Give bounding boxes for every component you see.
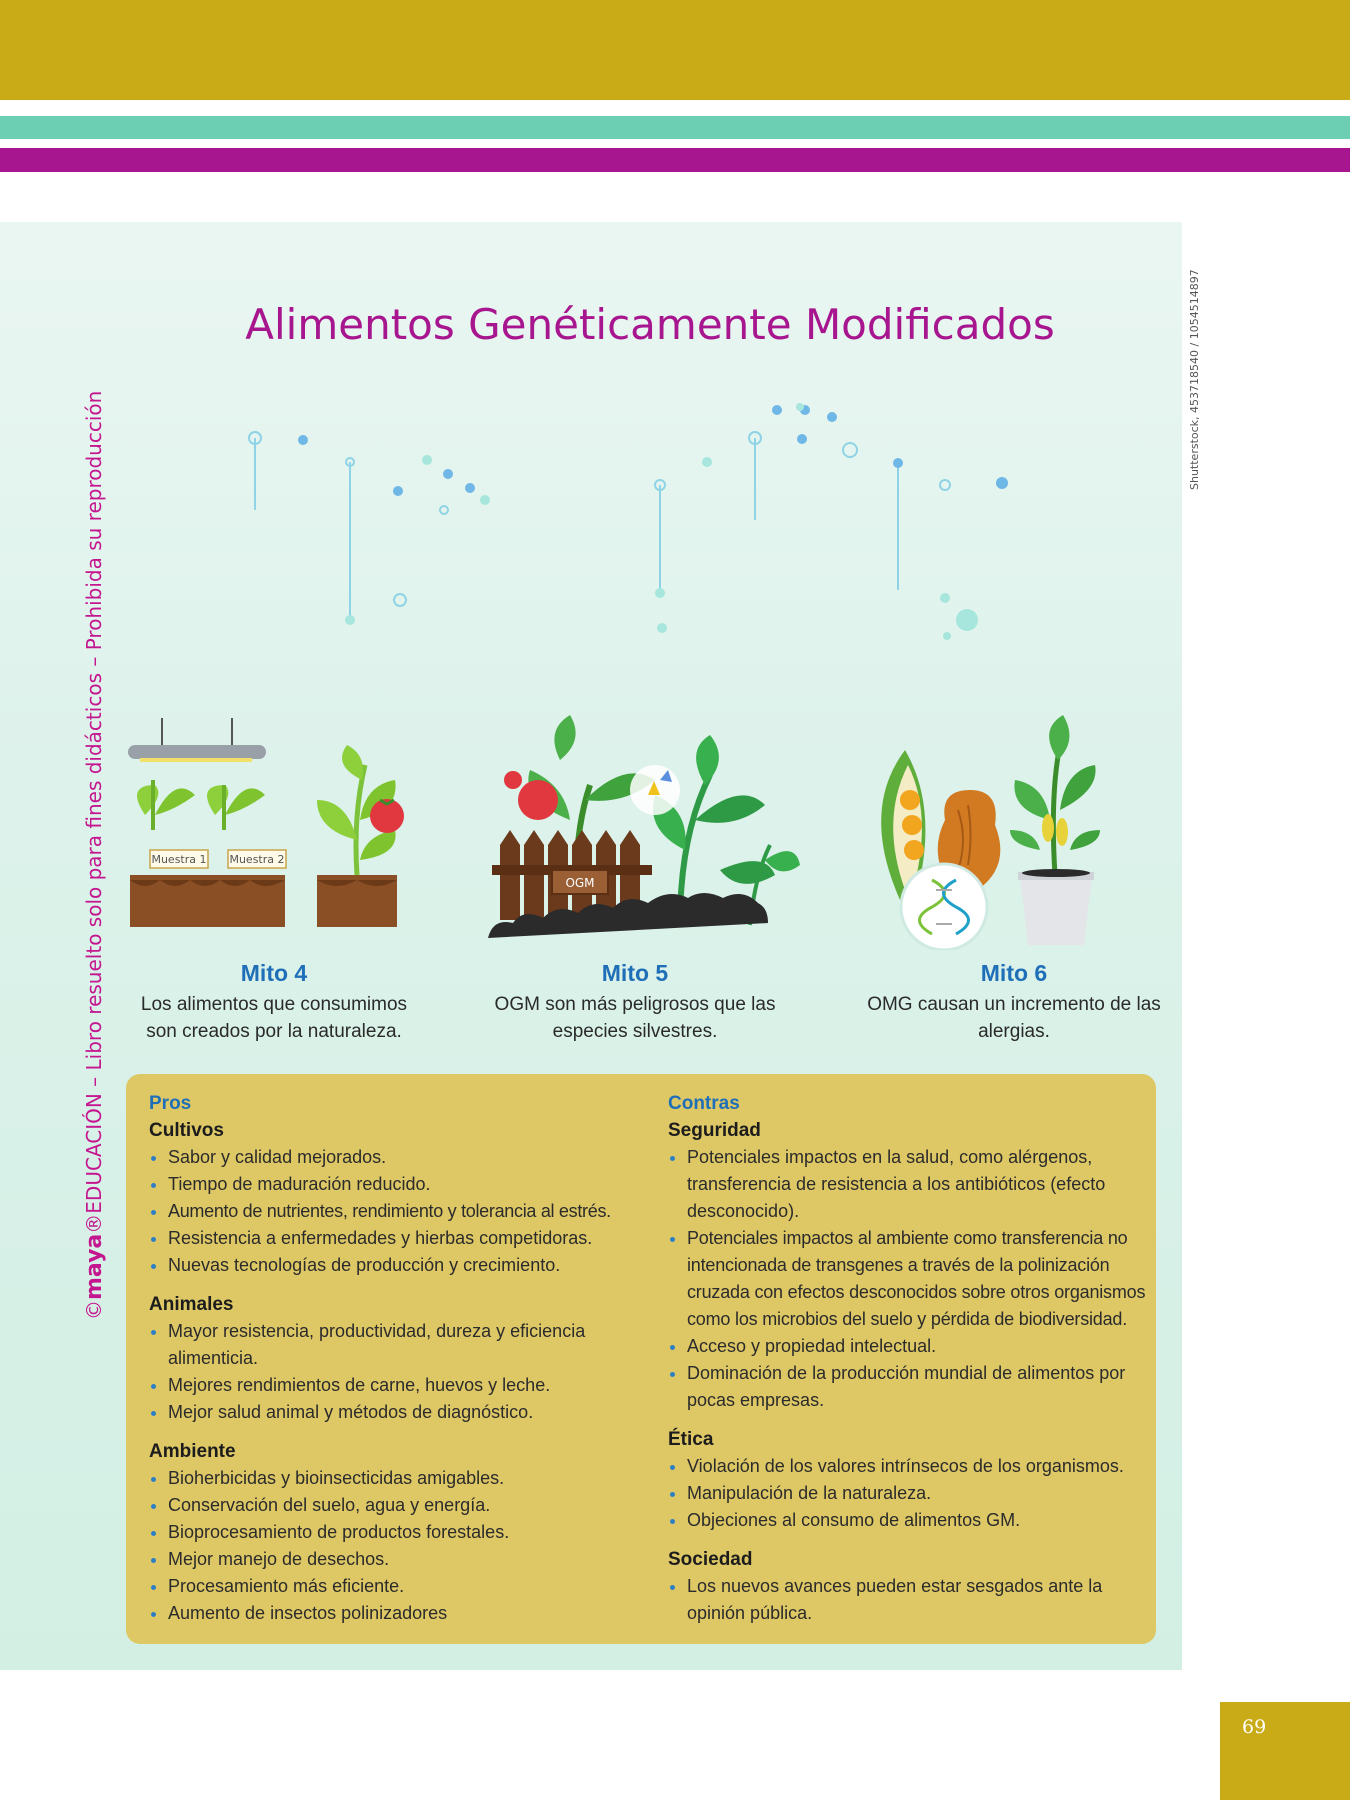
list-item: Potenciales impactos en la salud, como alérgenos, transferencia de resistencia a los antibióticos (efecto desconocido). — [668, 1144, 1146, 1225]
list-item: Tiempo de maduración reducido. — [149, 1171, 639, 1198]
copyright-notice: EDUCACIÓN – Libro resuelto solo para fines didácticos – Prohibida su reproducción — [82, 390, 106, 1214]
list-item: Conservación del suelo, agua y energía. — [149, 1492, 639, 1519]
pros-section-cultivos — [149, 1117, 639, 1279]
ogm-sign: OGM — [565, 876, 595, 890]
list-item: Mayor resistencia, productividad, dureza y eficiencia alimenticia. — [149, 1318, 588, 1372]
image-credit-text: Shutterstock, 453718540 / 1054514897 — [1188, 269, 1201, 490]
myth-text: OMG causan un incremento de las alergias. — [867, 994, 1161, 1042]
list-item: Mejor salud animal y métodos de diagnóstico. — [149, 1399, 639, 1426]
list-item: Bioherbicidas y bioinsecticidas amigables. — [149, 1465, 639, 1492]
myth-4 — [104, 960, 444, 1045]
list-item: Resistencia a enfermedades y hierbas competidoras. — [149, 1225, 639, 1252]
cons-section-etica — [668, 1426, 1146, 1534]
section-title: Ética — [668, 1429, 714, 1450]
section-title: Seguridad — [668, 1120, 761, 1141]
myth-6 — [844, 960, 1184, 1045]
section-title: Sociedad — [668, 1549, 753, 1570]
page-number: 69 — [1242, 1716, 1267, 1738]
cons-section-seguridad — [668, 1117, 1146, 1414]
list-item: Manipulación de la naturaleza. — [668, 1480, 1146, 1507]
list-item: Dominación de la producción mundial de alimentos por pocas empresas. — [668, 1360, 1146, 1414]
registered-mark: ® — [82, 1213, 106, 1234]
side-copyright-text — [82, 391, 107, 1320]
list-item: Violación de los valores intrínsecos de los organismos. — [668, 1453, 1146, 1480]
pros-column — [149, 1090, 639, 1627]
list-item: Aumento de nutrientes, rendimiento y tolerancia al estrés. — [149, 1198, 639, 1225]
myth-title: Mito 5 — [601, 960, 669, 986]
bullet-list — [668, 1453, 1146, 1534]
mito5-illustration — [480, 700, 800, 950]
myth-title: Mito 4 — [240, 960, 308, 986]
bullet-list — [149, 1318, 639, 1426]
list-item: Aumento de insectos polinizadores — [149, 1600, 639, 1627]
pros-section-ambiente — [149, 1438, 639, 1627]
sample1-label: Muestra 1 — [151, 853, 207, 866]
section-title: Ambiente — [149, 1441, 236, 1462]
cons-column — [668, 1090, 1146, 1627]
pros-cons-box — [126, 1074, 1156, 1644]
myth-text: Los alimentos que consumimos son creados por la naturaleza. — [140, 994, 408, 1042]
header-band-magenta — [0, 148, 1350, 172]
header-band-gold — [0, 0, 1350, 100]
list-item: Bioprocesamiento de productos forestales. — [149, 1519, 639, 1546]
myth-title: Mito 6 — [980, 960, 1048, 986]
mito4-illustration — [120, 700, 420, 950]
list-item: Acceso y propiedad intelectual. — [668, 1333, 1146, 1360]
list-item: Mejores rendimientos de carne, huevos y leche. — [149, 1372, 639, 1399]
page-title: Alimentos Genéticamente Modificados — [245, 300, 1055, 350]
bullet-list — [668, 1144, 1146, 1414]
myth-5 — [465, 960, 805, 1045]
section-title: Animales — [149, 1294, 234, 1315]
bullet-list — [149, 1144, 639, 1279]
header-band-teal — [0, 116, 1350, 139]
bullet-list — [668, 1573, 1146, 1627]
list-item: Los nuevos avances pueden estar sesgados ante la opinión pública. — [668, 1573, 1146, 1627]
brand-logo-text: maya — [82, 1233, 107, 1300]
list-item: Mejor manejo de desechos. — [149, 1546, 639, 1573]
list-item: Objeciones al consumo de alimentos GM. — [668, 1507, 1146, 1534]
sample2-label: Muestra 2 — [229, 853, 285, 866]
decorative-dots — [180, 380, 1060, 680]
cons-heading: Contras — [668, 1093, 740, 1114]
myth-text: OGM son más peligrosos que las especies silvestres. — [494, 994, 776, 1042]
mito6-illustration — [870, 700, 1110, 950]
copyright-symbol: © — [82, 1300, 106, 1320]
side-copyright — [82, 390, 112, 1320]
list-item: Procesamiento más eficiente. — [149, 1573, 639, 1600]
list-item: Sabor y calidad mejorados. — [149, 1144, 639, 1171]
list-item: Potenciales impactos al ambiente como transferencia no intencionada de transgenes a través de la polinización cruzada con efectos desconocidos sobre otros organismos como los microbios del suelo y pérdida de biodiversidad. — [668, 1225, 1146, 1333]
cons-section-sociedad — [668, 1546, 1146, 1627]
pros-section-animales — [149, 1291, 639, 1426]
bullet-list — [149, 1465, 639, 1627]
list-item: Nuevas tecnologías de producción y crecimiento. — [149, 1252, 639, 1279]
page-number-tab — [1220, 1702, 1350, 1800]
pros-heading: Pros — [149, 1093, 192, 1114]
section-title: Cultivos — [149, 1120, 224, 1141]
